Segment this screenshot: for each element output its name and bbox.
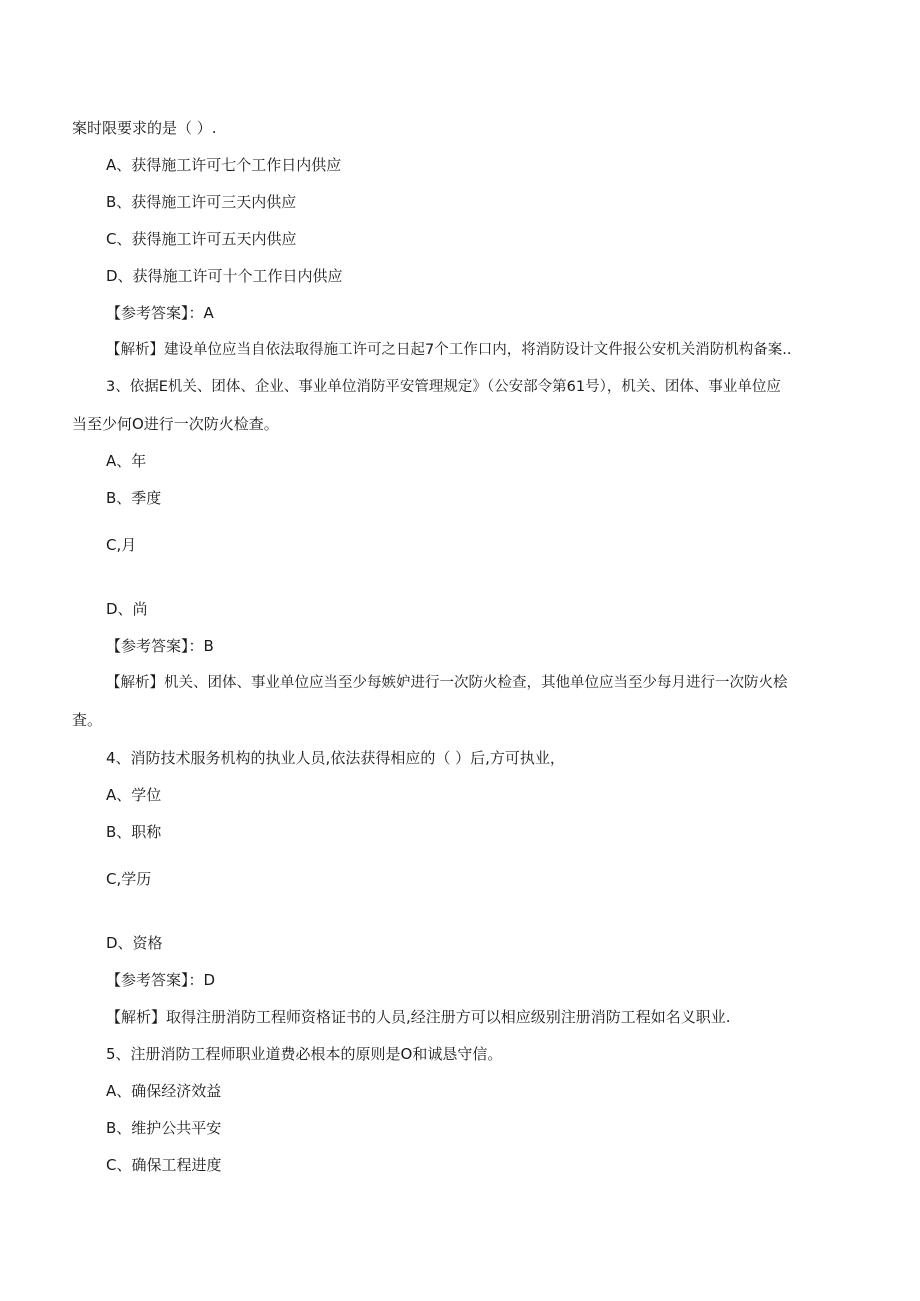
q4-option-c: C,学历 [106, 870, 152, 888]
question-4-stem: 4、消防技术服务机构的执业人员,依法获得相应的（ ）后,方可执业， [106, 749, 565, 767]
q2-option-c: C、获得施工许可五天内供应 [106, 230, 297, 248]
q4-option-b: B、职称 [106, 823, 162, 841]
q3-explanation: 【解析】机关、团体、事业单位应当至少每嫉妒进行一次防火检查，其他单位应当至少每月进行一次防火桧 [106, 675, 788, 691]
q3-answer: 【参考答案】：B [106, 637, 214, 655]
q3-explanation-continuation: 査。 [72, 711, 103, 729]
q5-option-a: A、确保经济效益 [106, 1082, 222, 1100]
q2-option-a: A、获得施工许可七个工作日内供应 [106, 156, 342, 174]
q3-option-a: A、年 [106, 452, 147, 470]
q4-answer: 【参考答案】：D [106, 971, 216, 989]
question-5-stem: 5、注册消防工程师职业道费必根本的原则是O和诚恳守信。 [106, 1045, 503, 1063]
q5-option-c: C、确保工程进度 [106, 1156, 222, 1174]
q3-option-d: D、尚 [106, 600, 148, 618]
q2-option-b: B、获得施工许可三天内供应 [106, 193, 297, 211]
q5-option-b: B、维护公共平安 [106, 1119, 222, 1137]
q3-option-b: B、季度 [106, 489, 162, 507]
q4-option-a: A、学位 [106, 786, 162, 804]
question-3-stem-continuation: 当至少何O进行一次防火检查。 [72, 415, 279, 433]
q4-explanation: 【解析】取得注册消防工程师资格证书的人员,经注册方可以相应级别注册消防工程如名义职业. [106, 1008, 731, 1026]
q2-answer: 【参考答案】：A [106, 304, 214, 322]
q3-option-c: C,月 [106, 536, 137, 554]
q4-option-d: D、资格 [106, 934, 163, 952]
question-3-stem: 3、依据E机关、团体、企业、事业单位消防平安管理规定》（公安部令第61号），机关、团体、事业单位应 [106, 379, 781, 395]
q2-option-d: D、获得施工许可十个工作日内供应 [106, 267, 343, 285]
question-2-stem-continuation: 案时限要求的是（ ）. [72, 119, 217, 137]
q2-explanation: 【解析】建设单位应当自依法取得施工许可之日起7个工作口内，将消防设计文件报公安机关消防机构备案.. [106, 342, 792, 358]
